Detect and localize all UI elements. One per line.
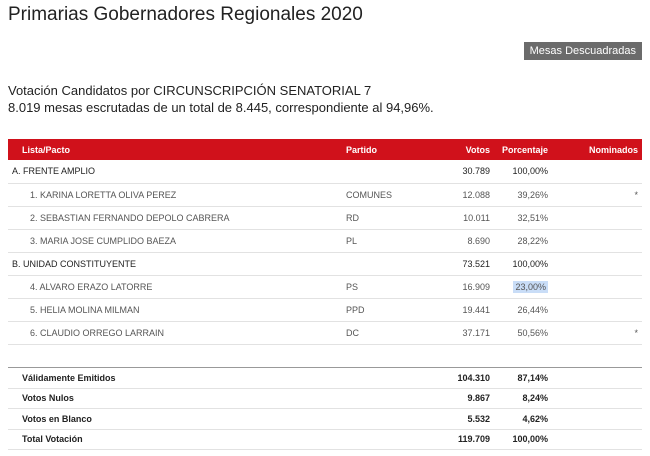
totals-row — [8, 409, 642, 430]
row-name: 5. HELIA MOLINA MILMAN — [30, 304, 140, 315]
table-row-candidato — [8, 321, 642, 344]
row-porcentaje: 32,51% — [517, 212, 548, 223]
row-porcentaje: 28,22% — [517, 235, 548, 246]
row-name: 1. KARINA LORETTA OLIVA PEREZ — [30, 189, 177, 200]
totals-table — [8, 367, 642, 450]
table-row-candidato — [8, 183, 642, 206]
row-votos: 37.171 — [462, 327, 490, 338]
totals-row — [8, 429, 642, 450]
row-votos: 19.441 — [462, 304, 490, 315]
mesas-descuadradas-button[interactable]: Mesas Descuadradas — [524, 42, 642, 60]
totals-row — [8, 388, 642, 409]
header-partido: Partido — [346, 144, 378, 155]
row-nominado — [576, 252, 642, 275]
row-porcentaje — [490, 275, 576, 298]
row-name: 6. CLAUDIO ORREGO LARRAIN — [30, 327, 165, 338]
totals-porcentaje: 4,62% — [522, 413, 548, 424]
row-partido — [346, 252, 426, 275]
page-title: Primarias Gobernadores Regionales 2020 — [8, 4, 363, 25]
totals-label: Votos en Blanco — [22, 413, 92, 424]
row-name: B. UNIDAD CONSTITUYENTE — [12, 258, 137, 269]
totals-votos: 119.709 — [457, 434, 490, 445]
table-header-row — [8, 139, 642, 160]
results-subtitle — [8, 82, 434, 116]
totals-porcentaje: 87,14% — [517, 372, 548, 383]
row-partido: RD — [346, 212, 359, 223]
row-partido: COMUNES — [346, 189, 393, 200]
table-row-pacto — [8, 160, 642, 183]
totals-row — [8, 368, 642, 389]
row-name: 4. ALVARO ERAZO LATORRE — [30, 281, 153, 292]
row-porcentaje: 100,00% — [512, 166, 548, 177]
table-row-candidato — [8, 206, 642, 229]
subtitle-line-1: Votación Candidatos por CIRCUNSCRIPCIÓN SENATORIAL 7 — [8, 83, 372, 98]
row-nominado — [576, 160, 642, 183]
row-porcentaje: 50,56% — [517, 327, 548, 338]
row-votos: 30.789 — [462, 166, 490, 177]
row-partido: PPD — [346, 304, 365, 315]
row-porcentaje: 26,44% — [517, 304, 548, 315]
totals-porcentaje: 8,24% — [522, 393, 548, 404]
header-votos: Votos — [465, 144, 490, 155]
table-row-candidato — [8, 275, 642, 298]
totals-porcentaje: 100,00% — [512, 434, 548, 445]
row-partido: PL — [346, 235, 358, 246]
totals-label: Válidamente Emitidos — [22, 372, 116, 383]
row-nominado — [576, 298, 642, 321]
highlighted-percentage: 23,00% — [515, 281, 546, 292]
row-partido: DC — [346, 327, 359, 338]
row-nominado: * — [634, 327, 638, 338]
table-row-pacto — [8, 252, 642, 275]
header-porcentaje: Porcentaje — [501, 144, 548, 155]
row-votos: 73.521 — [462, 258, 490, 269]
header-nominados: Nominados — [588, 144, 638, 155]
totals-label: Total Votación — [22, 434, 83, 445]
row-nominado — [576, 229, 642, 252]
row-name: 3. MARIA JOSE CUMPLIDO BAEZA — [30, 235, 177, 246]
row-porcentaje: 100,00% — [512, 258, 548, 269]
totals-votos: 104.310 — [457, 372, 490, 383]
row-nominado — [576, 206, 642, 229]
row-votos: 12.088 — [462, 189, 490, 200]
row-partido: PS — [346, 281, 359, 292]
row-porcentaje: 39,26% — [517, 189, 548, 200]
row-nominado — [576, 275, 642, 298]
totals-votos: 5.532 — [467, 413, 490, 424]
totals-votos: 9.867 — [467, 393, 490, 404]
subtitle-line-2: 8.019 mesas escrutadas de un total de 8.445, correspondiente al 94,96%. — [8, 100, 434, 115]
row-nominado: * — [634, 189, 638, 200]
header-lista-pacto: Lista/Pacto — [22, 144, 71, 155]
results-table — [8, 139, 642, 345]
row-votos: 16.909 — [462, 281, 490, 292]
table-row-candidato — [8, 229, 642, 252]
row-votos: 8.690 — [467, 235, 490, 246]
row-votos: 10.011 — [463, 212, 490, 223]
table-row-candidato — [8, 298, 642, 321]
row-name: 2. SEBASTIAN FERNANDO DEPOLO CABRERA — [30, 212, 230, 223]
totals-label: Votos Nulos — [22, 393, 74, 404]
row-name: A. FRENTE AMPLIO — [12, 166, 96, 177]
row-partido — [346, 160, 426, 183]
